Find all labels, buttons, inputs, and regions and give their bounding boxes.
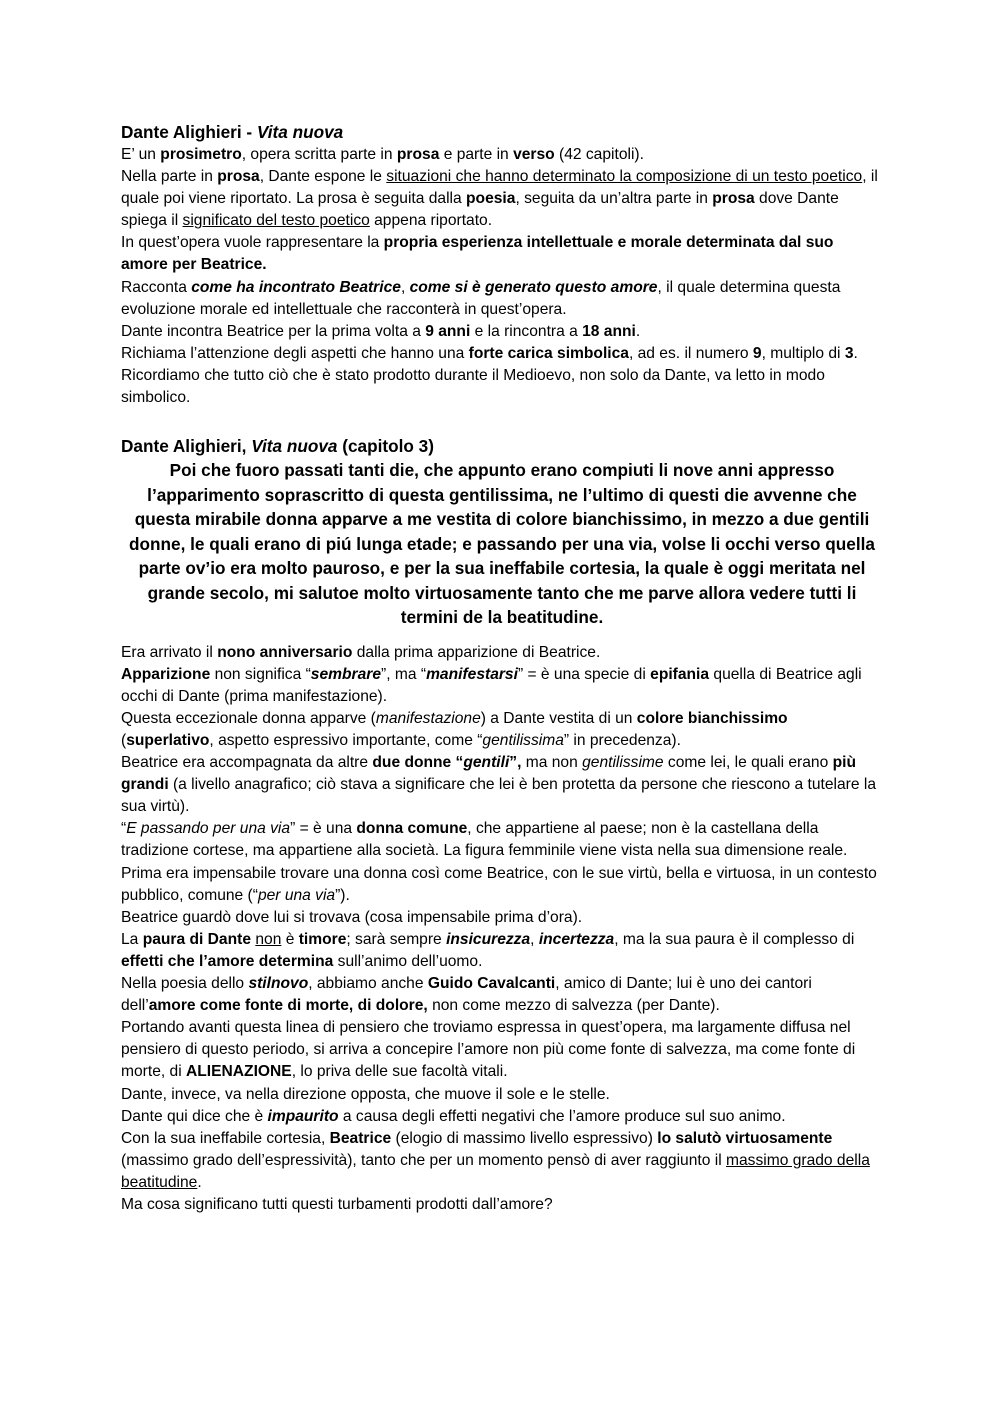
paragraph-incontro: Dante incontra Beatrice per la prima volta a 9 anni e la rincontra a 18 anni.	[121, 322, 641, 340]
comment-direzione-opposta: Dante, invece, va nella direzione opposta, che muove il sole e le stelle.	[121, 1085, 610, 1103]
comment-paura: La paura di Dante non è timore; sarà sempre insicurezza, incertezza, ma la sua paura è il complesso di effetti che l’amore determina sull’animo dell’uomo.	[121, 930, 855, 970]
paragraph-prosimetro: E’ un prosimetro, opera scritta parte in prosa e parte in verso (42 capitoli).	[121, 146, 644, 163]
section-heading-chapter: Dante Alighieri, Vita nuova (capitolo 3)	[121, 436, 434, 457]
paragraph-esperienza: In quest’opera vuole rappresentare la propria esperienza intellettuale e morale determinata dal suo amore per Beatrice.	[121, 234, 834, 274]
paragraph-prosa: Nella parte in prosa, Dante espone le situazioni che hanno determinato la composizione di un testo poetico, il quale poi viene riportato. La prosa è seguita dalla poesia, seguita da un’altra parte in prosa dove Dante spiega il significato del testo poetico appena riportato.	[121, 168, 878, 230]
comment-anniversario: Era arrivato il nono anniversario dalla prima apparizione di Beatrice.	[121, 643, 601, 661]
comment-due-donne: Beatrice era accompagnata da altre due donne “gentili”, ma non gentilissime come lei, le quali erano più grandi (a livello anagrafico; ciò stava a significare che lei è ben protetta da persone che riescono a tutelare la sua virtù).	[121, 754, 876, 816]
paragraph-racconta: Racconta come ha incontrato Beatrice, come si è generato questo amore, il quale determina questa evoluzione morale ed intellettuale che racconterà in quest’opera.	[121, 278, 841, 318]
comment-saluto: Con la sua ineffabile cortesia, Beatrice (elogio di massimo livello espressivo) lo salutò virtuosamente (massimo grado dell’espressività), tanto che per un momento pensò di aver raggiunto il massimo grado della beatitudine.	[121, 1129, 870, 1191]
section-heading-intro: Dante Alighieri - Vita nuova	[121, 122, 344, 142]
comment-domanda-finale: Ma cosa significano tutti questi turbamenti prodotti dall’amore?	[121, 1195, 553, 1213]
quoted-passage: Poi che fuoro passati tanti die, che appunto erano compiuti li nove anni appresso l’apparimento soprascritto di questa gentilissima, ne l’ultimo di questi die avvenne che questa mirabile donna apparve a me vestita di colore bianchissimo, in mezzo a due gentili donne, le quali erano di piú lunga etade; e passando per una via, volse li occhi verso quella parte ov’io era molto pauroso, e per la sua ineffabile cortesia, la quale è oggi meritata nel grande secolo, mi salutoe molto virtuosamente tanto che me parve allora vedere tutti li termini de la beatitudine.	[129, 460, 875, 628]
comment-impaurito: Dante qui dice che è impaurito a causa degli effetti negativi che l’amore produce sul suo animo.	[121, 1107, 786, 1125]
comment-sguardo: Beatrice guardò dove lui si trovava (cosa impensabile prima d’ora).	[121, 908, 583, 926]
comment-apparizione: Apparizione non significa “sembrare”, ma “manifestarsi” = è una specie di epifania quella di Beatrice agli occhi di Dante (prima manifestazione).	[121, 665, 862, 705]
comment-alienazione: Portando avanti questa linea di pensiero che troviamo espressa in quest’opera, ma largamente diffusa nel pensiero di questo periodo, si arriva a concepire l’amore non più come fonte di salvezza, ma come fonte di morte, di ALIENAZIONE, lo priva delle sue facoltà vitali.	[121, 1019, 856, 1081]
comment-bianchissimo: Questa eccezionale donna apparve (manifestazione) a Dante vestita di un colore bianchissimo (superlativo, aspetto espressivo importante, come “gentilissima” in precedenza).	[121, 709, 788, 749]
comment-stilnovo: Nella poesia dello stilnovo, abbiamo anche Guido Cavalcanti, amico di Dante; lui è uno dei cantori dell’amore come fonte di morte, di dolore, non come mezzo di salvezza (per Dante).	[121, 975, 812, 1015]
paragraph-simbolica: Richiama l’attenzione degli aspetti che hanno una forte carica simbolica, ad es. il numero 9, multiplo di 3. Ricordiamo che tutto ciò che è stato prodotto durante il Medioevo, non solo da Dante, va letto in modo simbolico.	[121, 344, 858, 407]
document-page	[121, 120, 883, 1216]
comment-contesto-pubblico: Prima era impensabile trovare una donna così come Beatrice, con le sue virtù, bella e virtuosa, in un contesto pubblico, comune (“per una via”).	[121, 864, 877, 904]
comment-donna-comune: “E passando per una via” = è una donna comune, che appartiene al paese; non è la castellana della tradizione cortese, ma appartiene alla società. La figura femminile viene vista nella sua dimensione reale.	[121, 820, 848, 860]
